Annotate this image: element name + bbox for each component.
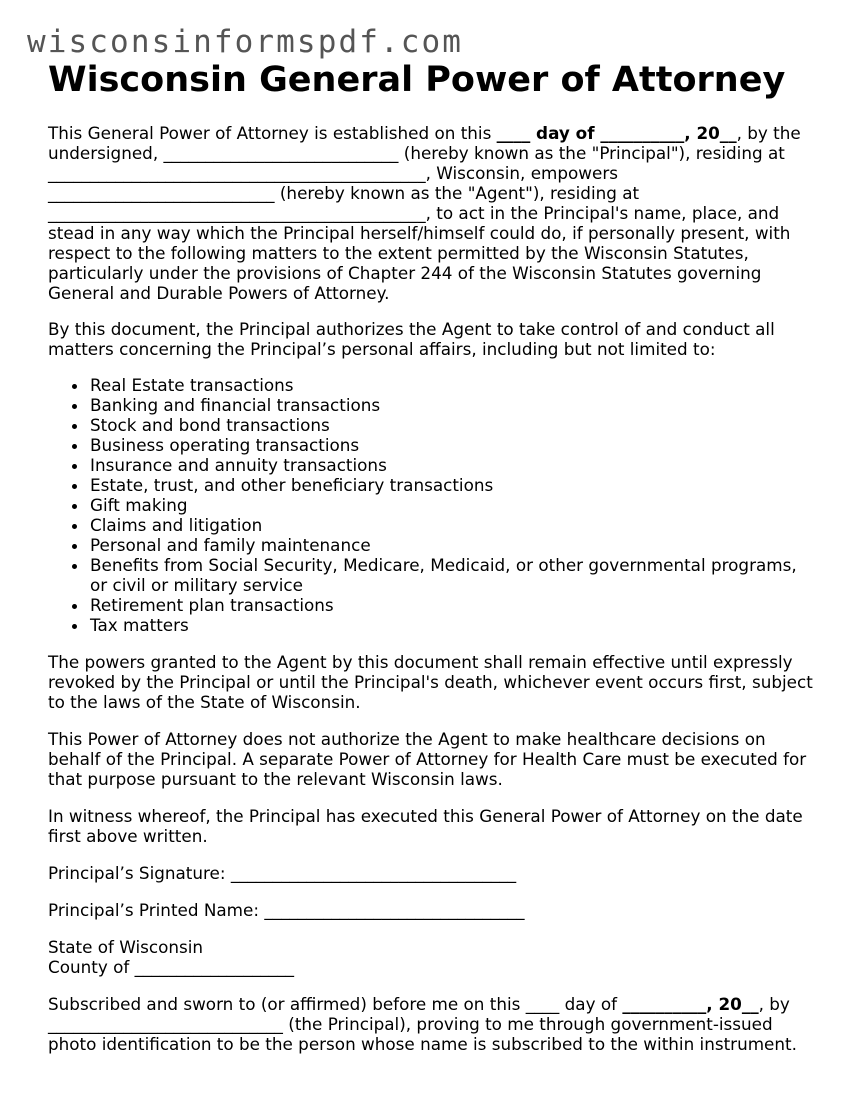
site-watermark: wisconsinformspdf.com	[27, 24, 464, 60]
agent-name-field[interactable]: ___________________________	[48, 183, 275, 203]
agent-address-field[interactable]: _____________________________________________	[48, 203, 426, 223]
intro-text-4: , Wisconsin, empowers	[425, 163, 618, 183]
county-field[interactable]: ___________________	[134, 957, 295, 977]
notary-paragraph	[48, 994, 818, 1054]
powers-list	[48, 375, 818, 635]
list-item: • Real Estate transactions	[89, 375, 818, 395]
signature-field[interactable]: __________________________________	[230, 863, 517, 883]
notary-date-field[interactable]: __________, 20__	[622, 994, 759, 1014]
principal-address-field[interactable]: _____________________________________________	[48, 163, 426, 183]
intro-text-1: This General Power of Attorney is established on this	[48, 123, 497, 143]
intro-text-3: (hereby known as the "Principal"), residing at	[398, 143, 785, 163]
printed-name-label: Principal’s Printed Name:	[48, 900, 265, 920]
list-item: • Insurance and annuity transactions	[89, 455, 818, 475]
printed-name-line	[48, 900, 818, 920]
list-item: • Banking and financial transactions	[89, 395, 818, 415]
list-item: • Stock and bond transactions	[89, 415, 818, 435]
authorization-paragraph: By this document, the Principal authorizes the Agent to take control of and conduct all matters concerning the Principal’s personal affairs, including but not limited to:	[48, 319, 775, 359]
principal-name-field[interactable]: ____________________________	[163, 143, 399, 163]
list-item: • Benefits from Social Security, Medicare, Medicaid, or other governmental programs, or civil or military service	[89, 555, 818, 595]
list-item: • Claims and litigation	[89, 515, 818, 535]
list-item: • Estate, trust, and other beneficiary transactions	[89, 475, 818, 495]
county-line	[48, 957, 818, 977]
date-blank-field[interactable]: ____ day of __________, 20__	[496, 123, 737, 143]
notary-text-2: , by	[758, 994, 790, 1014]
duration-paragraph: The powers granted to the Agent by this document shall remain effective until expressly revoked by the Principal or until the Principal's death, whichever event occurs first, subject to the laws of the State of Wisconsin.	[48, 652, 813, 712]
printed-name-field[interactable]: _______________________________	[264, 900, 525, 920]
notary-text-3: (the Principal), proving to me through government-issued photo identification to be the person whose name is subscribed to the within instrument.	[48, 1014, 797, 1054]
signature-label: Principal’s Signature:	[48, 863, 231, 883]
document-body	[48, 123, 818, 1054]
county-label: County of	[48, 957, 135, 977]
state-line: State of Wisconsin	[48, 937, 204, 957]
intro-text-2: , by the undersigned,	[48, 123, 801, 163]
intro-paragraph	[48, 123, 818, 303]
document-title: Wisconsin General Power of Attorney	[48, 60, 786, 100]
list-item: • Business operating transactions	[89, 435, 818, 455]
list-item: • Gift making	[89, 495, 818, 515]
intro-text-5: (hereby known as the "Agent"), residing at	[274, 183, 640, 203]
notary-text-1: Subscribed and sworn to (or affirmed) before me on this ____ day of	[48, 994, 623, 1014]
signature-line	[48, 863, 818, 883]
list-item: • Personal and family maintenance	[89, 535, 818, 555]
notary-principal-field[interactable]: ____________________________	[48, 1014, 283, 1034]
witness-paragraph: In witness whereof, the Principal has executed this General Power of Attorney on the date first above written.	[48, 806, 803, 846]
intro-text-6: , to act in the Principal's name, place, and stead in any way which the Principal herself/himself could do, if personally present, with respect to the following matters to the extent permitted by the Wisconsin Statutes, particularly under the provisions of Chapter 244 of the Wisconsin Statutes governing General and Durable Powers of Attorney.	[48, 203, 791, 303]
list-item: • Retirement plan transactions	[89, 595, 818, 615]
healthcare-paragraph: This Power of Attorney does not authorize the Agent to make healthcare decisions on behalf of the Principal. A separate Power of Attorney for Health Care must be executed for that purpose pursuant to the relevant Wisconsin laws.	[48, 729, 807, 789]
list-item: • Tax matters	[89, 615, 818, 635]
